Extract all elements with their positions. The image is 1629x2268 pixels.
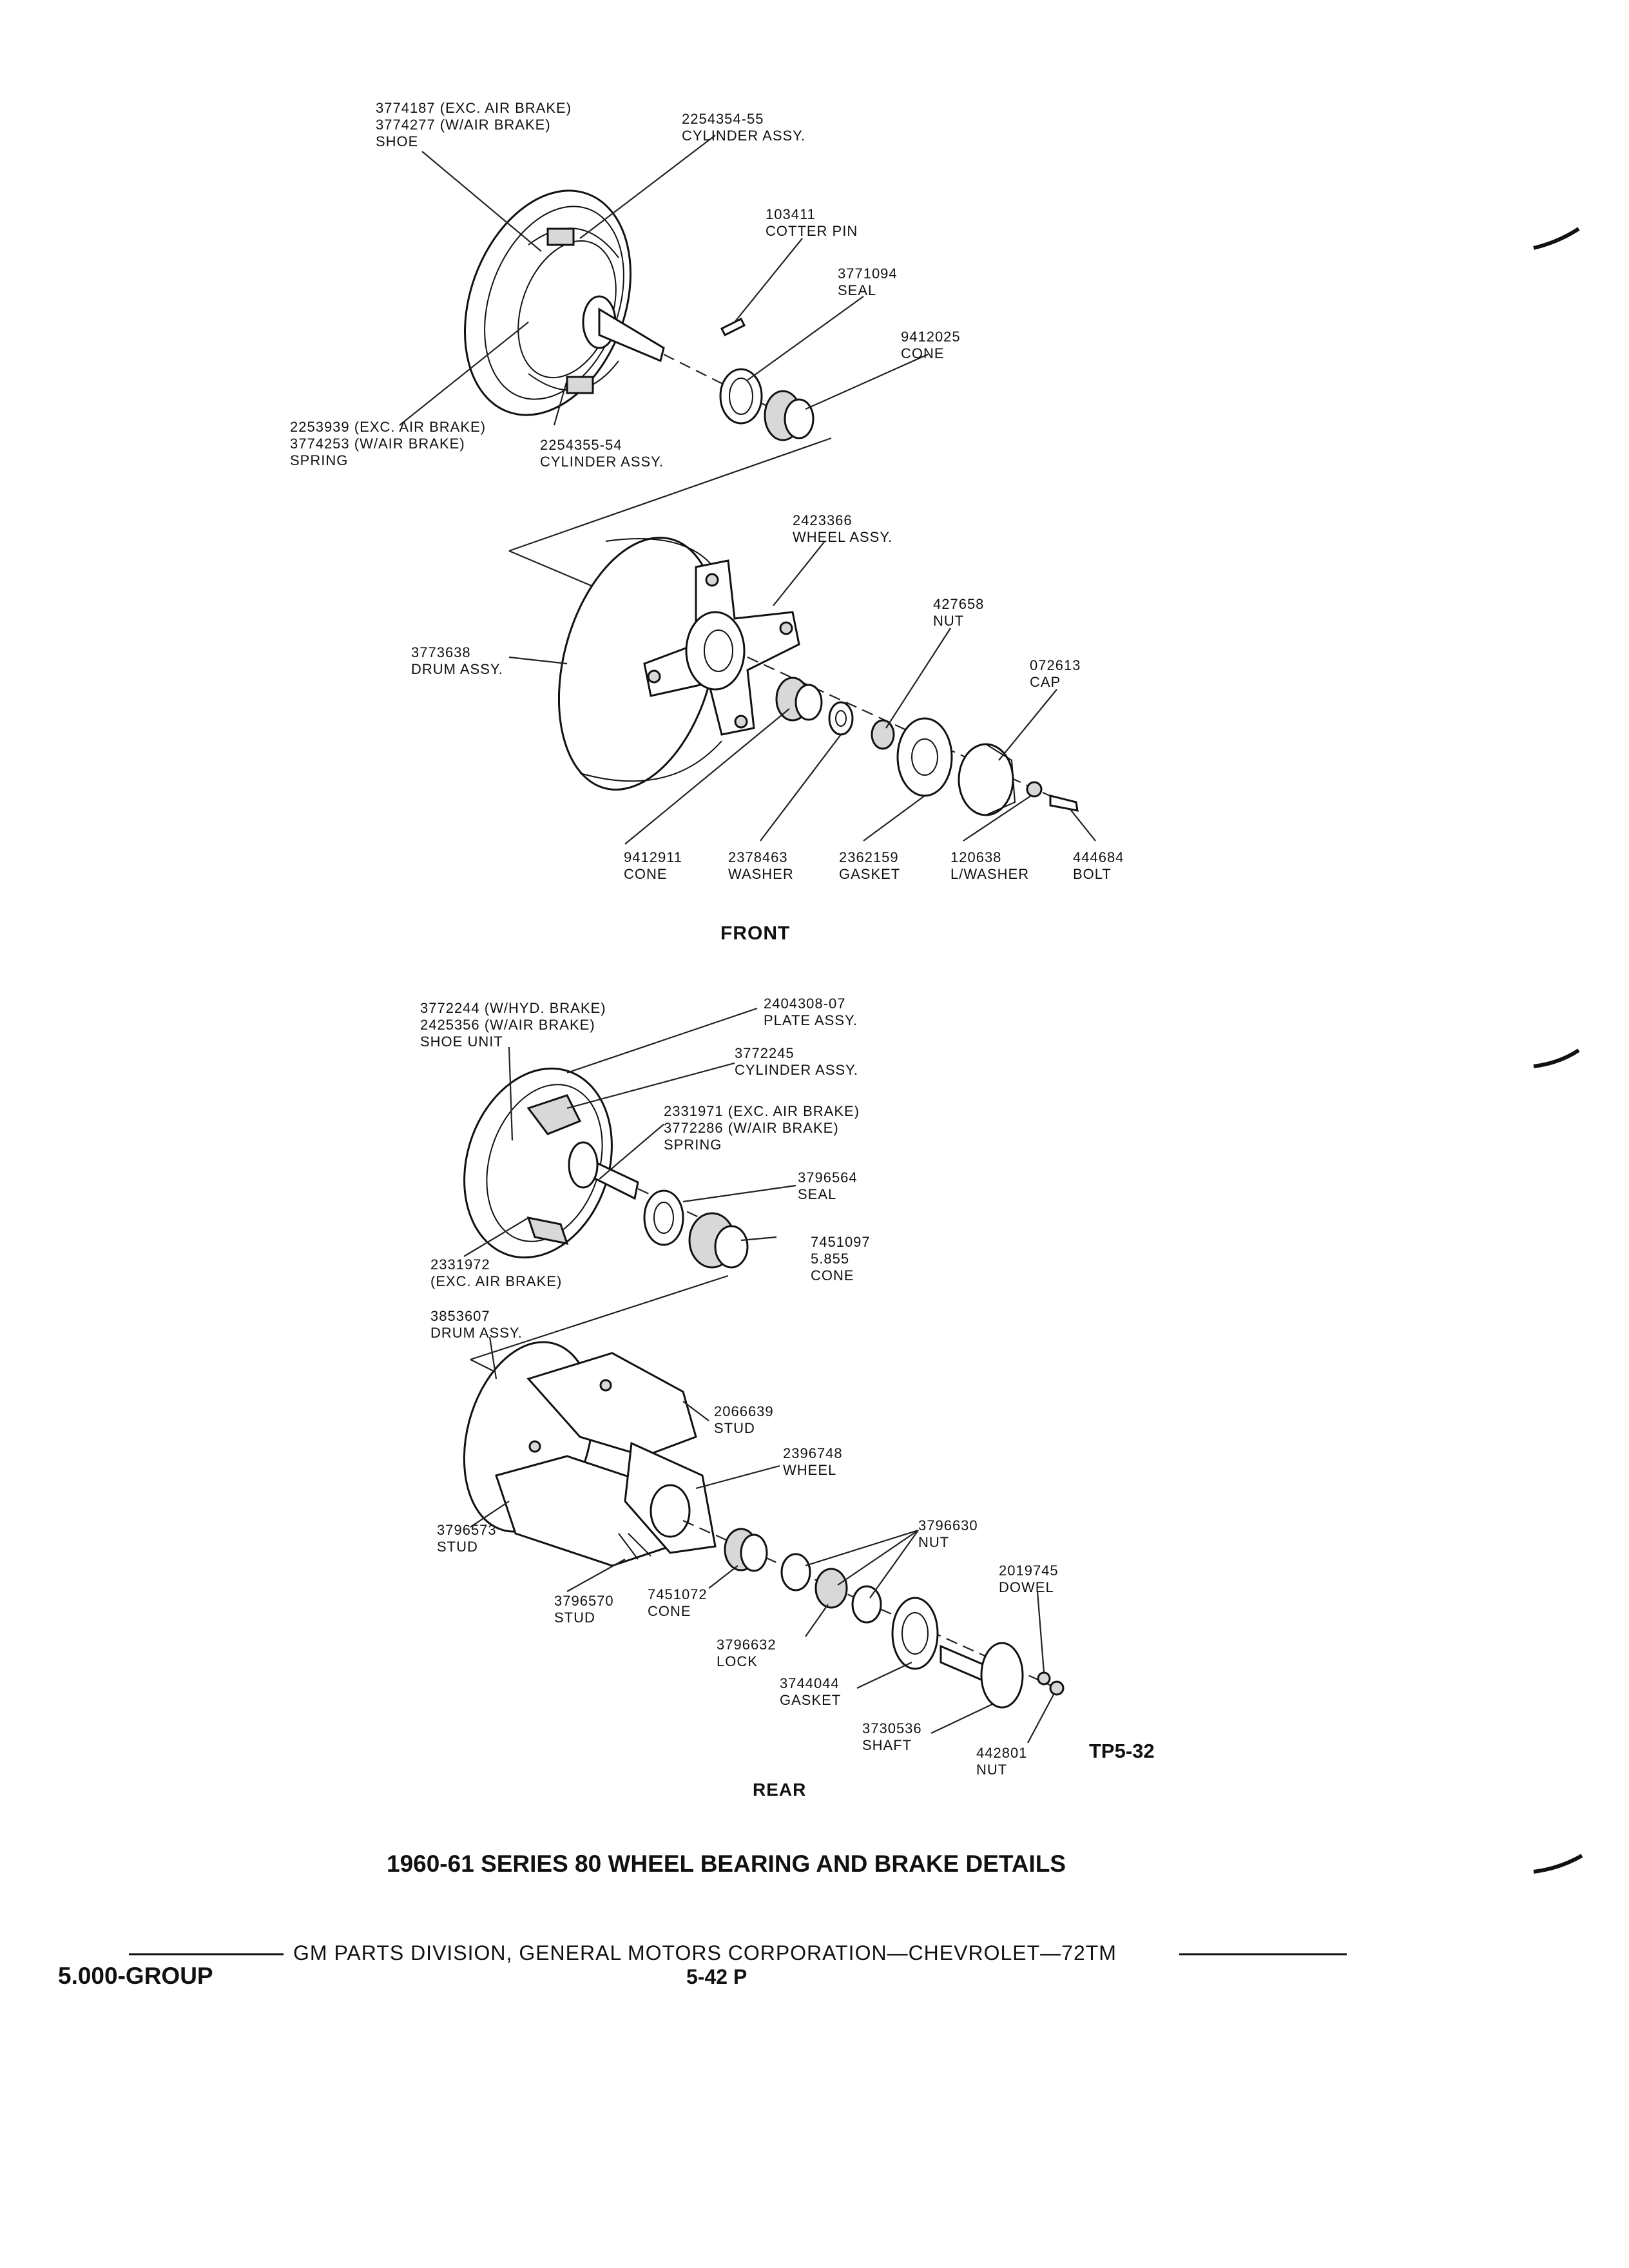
label-front-gasket: 2362159 GASKET [839,849,901,882]
front-cotter-pin [722,319,744,335]
label-rear-stud-lower: 3796570 STUD [554,1593,614,1626]
label-rear-seal: 3796564 SEAL [798,1169,858,1202]
front-seal [720,369,762,423]
label-rear-dowel: 2019745 DOWEL [999,1562,1059,1595]
label-rear-cylinder-assy: 3772245 CYLINDER ASSY. [735,1045,859,1078]
label-front-seal: 3771094 SEAL [838,265,898,298]
front-gasket [898,718,952,796]
section-heading-rear: REAR [753,1780,807,1800]
rear-shaft [941,1643,1063,1707]
label-rear-wheel: 2396748 WHEEL [783,1445,843,1478]
group-number: 5.000-GROUP [58,1963,213,1989]
label-front-wheel-assy: 2423366 WHEEL ASSY. [793,512,893,545]
label-rear-cone-top: 7451097 5.855 CONE [811,1234,871,1283]
label-front-cap: 072613 CAP [1030,657,1081,690]
label-rear-plate-assy: 2404308-07 PLATE ASSY. [764,995,858,1028]
front-lwasher-bolt [1027,782,1077,811]
label-front-bolt: 444684 BOLT [1073,849,1124,882]
margin-mark-1 [1534,229,1579,248]
label-front-shoe: 3774187 (EXC. AIR BRAKE) 3774277 (W/AIR BRAKE) SHOE [376,100,572,149]
label-rear-stud-left: 3796573 STUD [437,1522,497,1555]
rear-cone-top [689,1213,747,1267]
front-cap [959,744,1015,815]
label-front-cone-top: 9412025 CONE [901,329,961,361]
label-front-drum-assy: 3773638 DRUM ASSY. [411,644,503,677]
label-rear-gasket: 3744044 GASKET [780,1675,842,1708]
label-front-cone-bottom: 9412911 CONE [624,849,683,882]
label-rear-drum-assy: 3853607 DRUM ASSY. [430,1308,523,1341]
page-number: 5-42 P [686,1965,747,1988]
figure-caption: 1960-61 SERIES 80 WHEEL BEARING AND BRAKE DETAILS [387,1850,1066,1877]
rear-nut-lock-set [782,1554,881,1622]
footer-publisher: GM PARTS DIVISION, GENERAL MOTORS CORPORATION—CHEVROLET—72TM [293,1941,1117,1965]
rear-gasket [892,1598,938,1669]
label-front-lwasher: 120638 L/WASHER [950,849,1030,882]
label-rear-stud-upper: 2066639 STUD [714,1403,774,1436]
label-rear-cone: 7451072 CONE [648,1586,708,1619]
label-front-cylinder-assy-lower: 2254355-54 CYLINDER ASSY. [540,437,664,470]
front-backing-plate [436,168,664,438]
margin-mark-2 [1534,1050,1579,1066]
label-front-cylinder-assy-upper: 2254354-55 CYLINDER ASSY. [682,111,806,144]
rear-backing-plate [441,1049,638,1276]
label-rear-nut: 3796630 NUT [918,1517,978,1550]
label-front-nut: 427658 NUT [933,596,985,629]
front-nut [872,720,894,749]
label-front-cotter-pin: 103411 COTTER PIN [766,206,858,239]
label-front-washer: 2378463 WASHER [728,849,794,882]
reference-code: TP5-32 [1089,1740,1155,1762]
label-rear-nut-lower: 442801 NUT [976,1745,1028,1778]
label-rear-shaft: 3730536 SHAFT [862,1720,922,1753]
label-rear-lock: 3796632 LOCK [717,1637,776,1669]
label-rear-shoe-unit: 3772244 (W/HYD. BRAKE) 2425356 (W/AIR BRAKE) SHOE UNIT [420,1000,606,1050]
section-heading-front: FRONT [720,923,791,944]
label-front-spring: 2253939 (EXC. AIR BRAKE) 3774253 (W/AIR BRAKE) SPRING [290,419,487,468]
front-washer [829,702,853,735]
label-rear-spring: 2331971 (EXC. AIR BRAKE) 3772286 (W/AIR BRAKE) SPRING [664,1103,860,1153]
rear-seal [644,1191,683,1245]
margin-mark-3 [1534,1856,1582,1872]
front-cone-top [765,391,813,440]
rear-cone [725,1529,767,1571]
label-rear-spring-exc: 2331972 (EXC. AIR BRAKE) [430,1256,563,1289]
